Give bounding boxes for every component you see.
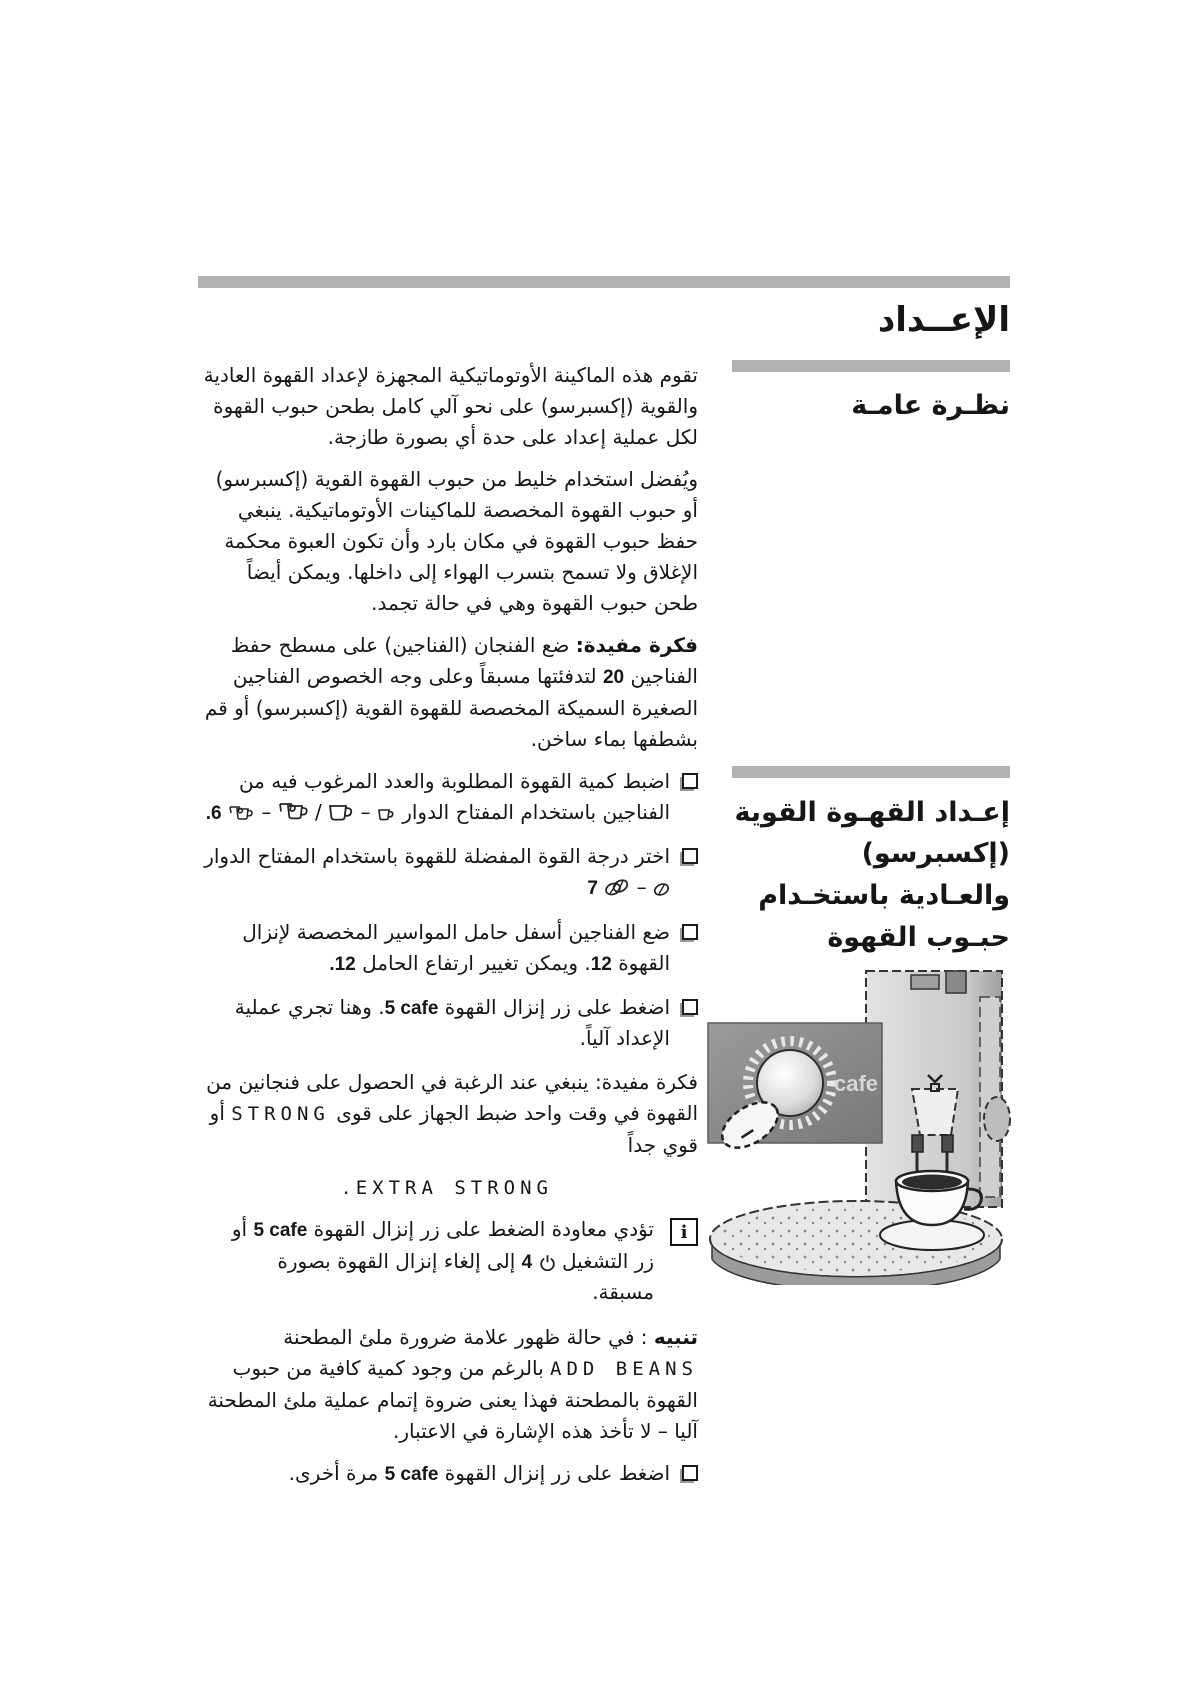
checkbox-bullet-icon	[682, 848, 698, 864]
note-part3: إلى إلغاء إنزال القهوة بصورة مسبقة.	[277, 1248, 654, 1305]
tip1-ref-number: 20	[602, 667, 625, 689]
cafe-button-reference: 5 cafe	[384, 997, 439, 1019]
warning-part1: : في حالة ظهور علامة ضرورة ملئ المطحنة	[283, 1325, 654, 1350]
coffee-bean-icon	[653, 882, 670, 897]
tip1-label: فكرة مفيدة:	[575, 633, 698, 658]
tip1-before: ضع الفنجان (الفناجين) على مسطح حفظ الفناجين	[230, 633, 698, 689]
step-3-text	[198, 917, 670, 979]
brewing-heading	[732, 792, 1010, 959]
power-button-icon	[539, 1254, 556, 1271]
overview-heading: نظـرة عامـة	[851, 390, 1010, 422]
step-2-text	[198, 841, 670, 903]
lcd-add-beans-text: ADD BEANS	[550, 1358, 698, 1381]
tip2-part2: أو قوي جداً	[209, 1101, 698, 1157]
step5-part1: اضغط على زر إنزال القهوة	[438, 1460, 670, 1485]
lcd-strong-text: STRONG	[231, 1103, 330, 1126]
paragraph-tip1	[198, 630, 698, 754]
brewing-heading-line1: إعـداد القهـوة القوية	[734, 796, 1010, 828]
brewing-heading-line4: حبـوب القهوة	[827, 922, 1010, 954]
overview-body	[198, 360, 698, 765]
two-cups-icon	[278, 802, 309, 822]
page-title: الإعــداد	[877, 300, 1010, 340]
step-4	[198, 992, 698, 1054]
section-divider-bar	[732, 766, 1010, 778]
step-4-text	[198, 992, 670, 1054]
paragraph-intro	[198, 360, 698, 453]
info-icon: i	[670, 1218, 698, 1246]
button-inset-panel	[708, 1023, 882, 1157]
brewing-heading-line2: (إكسبرسو)	[861, 838, 1010, 870]
checkbox-bullet-icon	[682, 1465, 698, 1481]
step4-part1: اضغط على زر إنزال القهوة	[438, 994, 670, 1019]
tip1-after: لتدفئتها مسبقاً وعلى وجه الخصوص الفناجين الصغيرة السميكة المخصصة للقهوة القوية (إكسبرسو) أو قم بشطفها بماء ساخن.	[204, 664, 698, 751]
machine-illustration	[732, 967, 1038, 1285]
step-2	[198, 841, 698, 903]
step-5-text	[198, 1458, 670, 1489]
info-note-text	[230, 1214, 654, 1308]
coffee-machine-drawing	[706, 967, 1012, 1285]
step2-text: اختر درجة القوة المفضلة للقهوة باستخدام المفتاح الدوار	[204, 844, 670, 869]
step3-ref-number-2: 12.	[329, 953, 356, 975]
step4-part2: . وهنا تجري عملية الإعداد آلياً.	[234, 994, 670, 1051]
paragraph-warning	[198, 1322, 698, 1446]
paragraph-beans	[198, 464, 698, 619]
top-divider-bar	[198, 276, 1010, 288]
overview-sidebar	[732, 360, 1010, 765]
step1-dash1: –	[360, 799, 371, 824]
lcd-extra-strong-text: EXTRA STRONG	[355, 1176, 553, 1199]
step-3	[198, 917, 698, 979]
warning-part2: بالرغم من وجود كمية كافية من حبوب القهوة بالمطحنة فهذا يعنى ضروة إتمام عملية ملئ المطحنة آليا – لا تأخذ هذه الإشارة في الاعتبار.	[207, 1356, 698, 1443]
brewing-sidebar	[732, 766, 1010, 1502]
content-area	[198, 276, 1010, 1502]
step3-ref-number-1: 12	[590, 953, 612, 975]
step1-setting-number: 6.	[205, 802, 222, 824]
cup-small-icon	[377, 807, 396, 822]
brewing-heading-line3: والعـادية باستخـدام	[758, 880, 1010, 912]
step2-dash: –	[636, 875, 647, 900]
section-divider-bar	[732, 360, 1010, 372]
cafe-button-label: cafe	[834, 1071, 879, 1096]
cafe-button-reference: 5 cafe	[384, 1463, 439, 1485]
checkbox-bullet-icon	[682, 999, 698, 1015]
step1-text: اضبط كمية القهوة المطلوبة والعدد المرغوب فيه من الفناجين باستخدام المفتاح الدوار	[238, 768, 670, 824]
two-small-cups-icon	[228, 805, 255, 822]
paragraph-beans-text: ويُفضل استخدام خليط من حبوب القهوة القوية (إكسبرسو) أو حبوب القهوة المخصصة للماكينات الأوتوماتيكية. ينبغي حفظ حبوب القهوة في مكان بارد وأن تكون العبوة محكمة الإغلاق ولا تسمح بتسرب الهواء إلى داخلها. ويمكن أيضاً طحن حبوب القهوة وهي في حالة تجمد.	[215, 467, 698, 616]
step1-slash: /	[315, 799, 322, 824]
step1-dash2: –	[261, 799, 272, 824]
step2-setting-number: 7	[587, 878, 598, 900]
step3-part2: . ويمكن تغيير ارتفاع الحامل	[355, 950, 591, 975]
step-1-text	[198, 766, 670, 828]
warning-label: تنبيه	[653, 1325, 698, 1350]
cafe-button-reference: 5 cafe	[253, 1220, 308, 1242]
note-part1: تؤدي معاودة الضغط على زر إنزال القهوة	[307, 1217, 654, 1242]
checkbox-bullet-icon	[682, 924, 698, 940]
brewing-body	[198, 766, 698, 1502]
step5-part2: مرة أخرى.	[288, 1460, 385, 1485]
info-note	[198, 1214, 698, 1308]
note-ref-number: 4	[521, 1251, 533, 1273]
paragraph-intro-text: تقوم هذه الماكينة الأوتوماتيكية المجهزة لإعداد القهوة العادية والقوية (إكسبرسو) على نحو آلي كامل بطحن حبوب القهوة لكل عملية إعداد على حدة أي بصورة طازجة.	[203, 363, 698, 450]
paragraph-tip2	[198, 1067, 698, 1160]
step-1	[198, 766, 698, 828]
tip2-part1: ينبغي عند الرغبة في الحصول على فنجانين من القهوة في وقت واحد ضبط الجهاز على قوى	[206, 1070, 698, 1126]
two-coffee-beans-icon	[604, 879, 630, 897]
tip2-period: .	[343, 1174, 356, 1199]
step-5	[198, 1458, 698, 1489]
note-part2: أو زر التشغيل	[231, 1217, 654, 1273]
checkbox-bullet-icon	[682, 773, 698, 789]
cup-large-icon	[328, 803, 354, 822]
step3-part1: ضع الفناجين أسفل حامل المواسير المخصصة لإنزال القهوة	[242, 919, 670, 975]
tip2-label: فكرة مفيدة:	[594, 1070, 698, 1095]
lcd-extra-strong-line	[198, 1172, 698, 1203]
